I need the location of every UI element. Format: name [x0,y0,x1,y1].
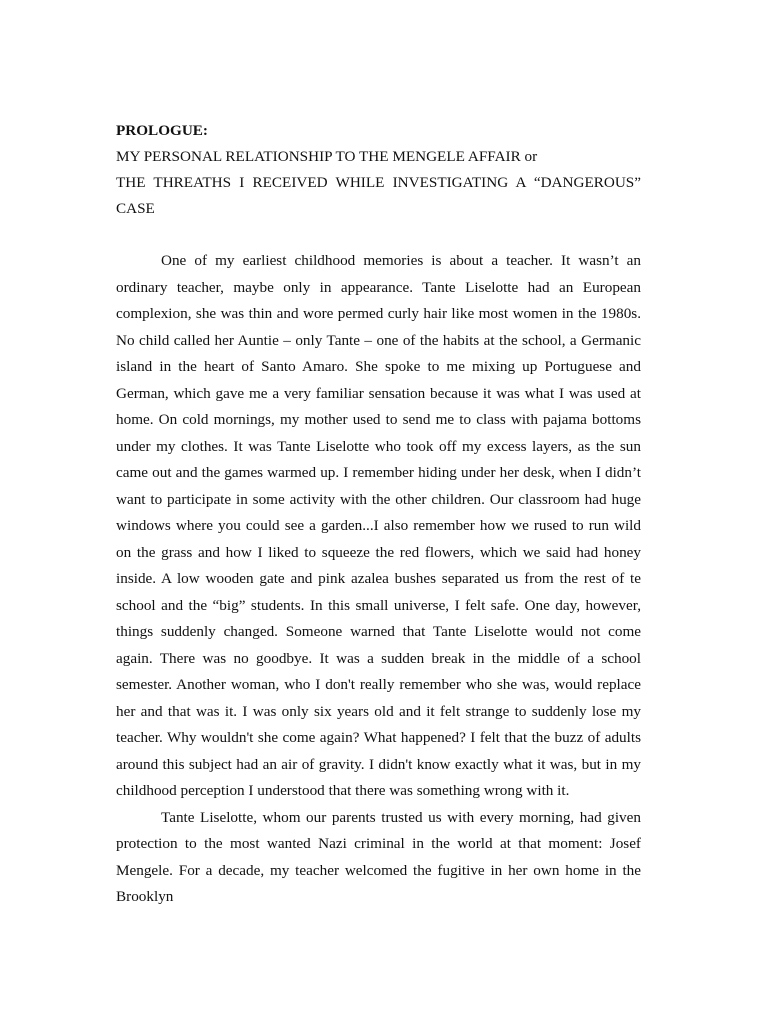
paragraph: Tante Liselotte, whom our parents trusted us with every morning, had given protection to the most wanted Nazi criminal in the world at that moment: Josef Mengele. For a decade, my teacher welcomed the fugitive in her own home in the Brooklyn [116,808,641,905]
subtitle-line-1: MY PERSONAL RELATIONSHIP TO THE MENGELE AFFAIR or [116,148,538,165]
paragraph: One of my earliest childhood memories is about a teacher. It wasn’t an ordinary teacher, maybe only in appearance. Tante Liselotte had an European complexion, she was thin and wore permed curly hair like most women in the 1980s. No child called her Auntie – only Tante – one of the habits at the school, a Germanic island in the heart of Santo Amaro. She spoke to me mixing up Portuguese and German, which gave me a very familiar sensation because it was what I was used at home. On cold mornings, my mother used to send me to class with pajama bottoms under my clothes. It was Tante Liselotte who took off my excess layers, as the sun came out and the games warmed up. I remember hiding under her desk, when I didn’t want to participate in some activity with the other children. Our classroom had huge windows where you could see a garden...I also remember how we rused to run wild on the grass and how I liked to squeeze the red flowers, which we said had honey inside. A low wooden gate and pink azalea bushes separated us from the rest of te school and the “big” students. In this small universe, I felt safe. One day, however, things suddenly changed. Someone warned that Tante Liselotte would not come again. There was no goodbye. It was a sudden break in the middle of a school semester. Another woman, who I don't really remember who she was, would replace her and that was it. I was only six years old and it felt strange to suddenly lose my teacher. Why wouldn't she come again? What happened? I felt that the buzz of adults around this subject had an air of gravity. I didn't know exactly what it was, but in my childhood perception I understood that there was something wrong with it. [116,252,641,799]
document-content [116,118,641,911]
prologue-label: PROLOGUE: [116,122,208,139]
subtitle-line-2: THE THREATHS I RECEIVED WHILE INVESTIGATING A “DANGEROUS” CASE [116,174,641,217]
body-text [116,248,641,911]
prologue-heading [116,118,641,222]
